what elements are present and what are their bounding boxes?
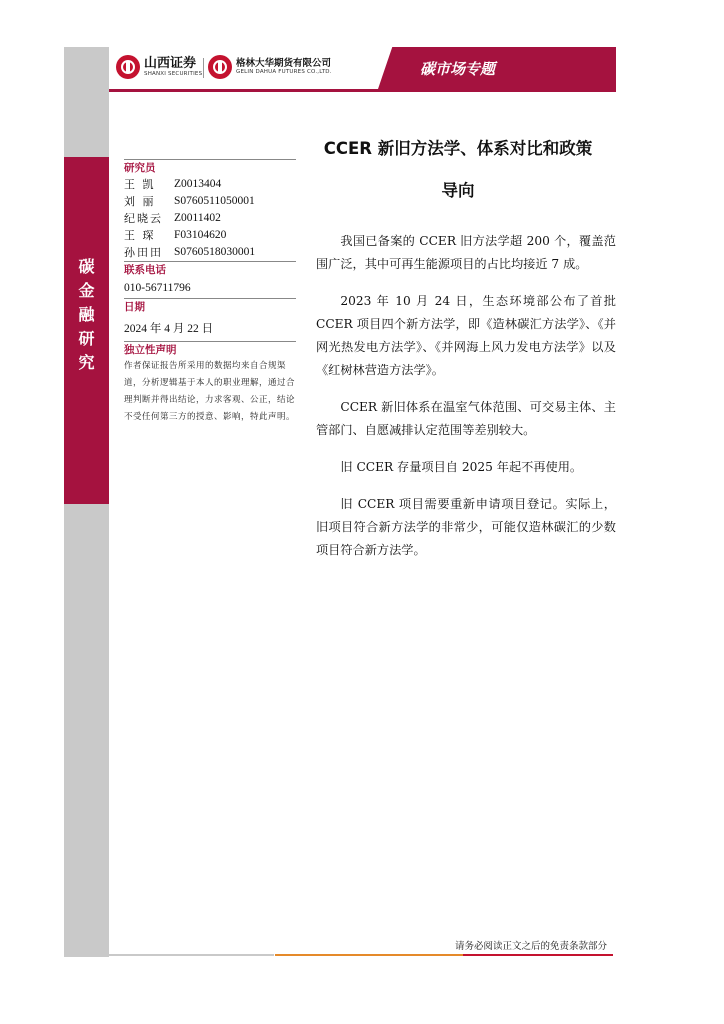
- logo1-name: 山西证券: [144, 55, 197, 71]
- researcher-row: [124, 244, 296, 261]
- researcher-name: 王 凯: [124, 178, 156, 191]
- body-paragraph: CCER 新旧体系在温室气体范围、可交易主体、主管部门、自愿减排认定范围等差别较大。: [316, 400, 616, 437]
- researcher-row: [124, 176, 296, 193]
- researcher-id: S0760518030001: [174, 246, 256, 258]
- vertical-section-label: [64, 255, 109, 375]
- body-paragraph: 旧 CCER 项目需要重新申请项目登记。实际上，旧项目符合新方法学的非常少，可能仅造林碳汇的少数项目符合新方法学。: [316, 497, 616, 557]
- shanxi-securities-logo: [116, 55, 202, 79]
- gelin-dahua-logo: [208, 55, 332, 79]
- vertical-char: 金: [78, 281, 95, 300]
- footer-disclaimer-note: 请务必阅读正文之后的免责条款部分: [454, 941, 607, 952]
- vertical-char: 碳: [78, 257, 95, 276]
- title-line-1: CCER 新旧方法学、体系对比和政策: [323, 139, 593, 158]
- disclaimer-heading: 独立性声明: [124, 341, 296, 358]
- vertical-char: 究: [78, 353, 95, 372]
- researcher-row: [124, 227, 296, 244]
- disclaimer-text: 作者保证报告所采用的数据均来自合规渠道，分析逻辑基于本人的职业理解，通过合理判断并得出结论，力求客观、公正，结论不受任何第三方的授意、影响，特此声明。: [124, 361, 296, 422]
- researcher-id: F03104620: [174, 229, 227, 241]
- vertical-char: 融: [78, 305, 95, 324]
- footer-rule-orange: [275, 954, 463, 956]
- report-title: [300, 128, 616, 212]
- researcher-name: 王 琛: [124, 229, 156, 242]
- logo1-sub: SHANXI SECURITIES: [144, 70, 203, 77]
- footer-rule-red: [463, 954, 613, 956]
- report-date: 2024 年 4 月 22 日: [124, 323, 214, 335]
- gelin-logo-icon: [208, 55, 232, 79]
- body-paragraph: 旧 CCER 存量项目自 2025 年起不再使用。: [340, 460, 583, 474]
- researcher-name: 纪晓云: [124, 212, 163, 225]
- contact-heading: 联系电话: [124, 261, 296, 278]
- researcher-id: S0760511050001: [174, 195, 255, 207]
- logo-divider: [203, 58, 204, 78]
- banner-title: 碳市场专题: [420, 60, 496, 78]
- summary-body: [316, 230, 616, 576]
- date-heading: 日期: [124, 298, 296, 315]
- researcher-row: [124, 210, 296, 227]
- info-sidebar: [124, 159, 296, 426]
- contact-phone: 010-56711796: [124, 282, 191, 294]
- researcher-name: 刘 丽: [124, 195, 156, 208]
- researchers-heading: 研究员: [124, 159, 296, 176]
- researcher-name: 孙田田: [124, 246, 163, 259]
- shanxi-logo-icon: [116, 55, 140, 79]
- logo2-name: 格林大华期货有限公司: [236, 57, 332, 69]
- logo2-sub: GELIN DAHUA FUTURES CO.,LTD.: [236, 69, 332, 75]
- vertical-char: 研: [78, 329, 95, 348]
- footer-rule-gray: [109, 954, 274, 956]
- researcher-id: Z0011402: [174, 212, 221, 224]
- body-paragraph: 2023 年 10 月 24 日，生态环境部公布了首批 CCER 项目四个新方法学，即《造林碳汇方法学》、《并网光热发电方法学》、《并网海上风力发电方法学》以及《红树林营造方法学》。: [316, 294, 616, 377]
- title-line-2: 导向: [441, 181, 475, 200]
- researcher-row: [124, 193, 296, 210]
- header-rule: [109, 89, 616, 92]
- body-paragraph: 我国已备案的 CCER 旧方法学超 200 个，覆盖范围广泛，其中可再生能源项目的占比均接近 7 成。: [316, 234, 616, 271]
- researcher-id: Z0013404: [174, 178, 222, 190]
